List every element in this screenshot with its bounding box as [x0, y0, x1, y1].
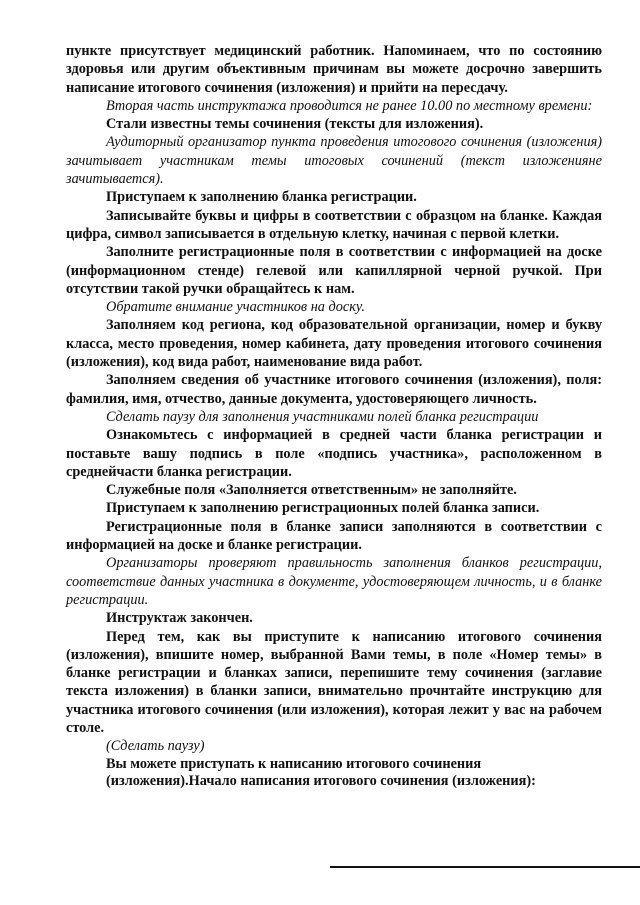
paragraph-medical-worker-note: пункте присутствует медицинский работник. Напоминаем, что по состоянию здоровья или другим объективным причинам вы можете досрочно завершить написание итогового сочинения (изложения) и прийти на пересдачу.	[66, 43, 602, 96]
paragraph-pause-registration: Сделать паузу для заполнения участниками полей бланка регистрации	[106, 408, 539, 425]
paragraph-second-part-time: Вторая часть инструктажа проводится не ранее 10.00 по местному времени:	[106, 97, 593, 114]
paragraph-attention-board: Обратите внимание участников на доску.	[106, 299, 365, 316]
paragraph-start-registration-form: Приступаем к заполнению бланка регистрации.	[106, 189, 417, 206]
paragraph-fill-registration-fields: Заполните регистрационные поля в соответствии с информацией на доске (информационном стенде) гелевой или капиллярной черной ручкой. При отсутствии такой ручки обращайтесь к нам.	[66, 244, 602, 297]
paragraph-fill-participant-info: Заполняем сведения об участнике итогового сочинения (изложения), поля: фамилия, имя, отчество, данные документа, удостоверяющего личность.	[66, 372, 602, 407]
paragraph-briefing-finished: Инструктаж закончен.	[106, 610, 253, 627]
paragraph-write-letters-digits: Записывайте буквы и цифры в соответствии с образцом на бланке. Каждая цифра, символ записывается в отдельную клетку, начиная с первой клетки.	[66, 207, 602, 242]
paragraph-service-fields: Служебные поля «Заполняется ответственным» не заполняйте.	[106, 482, 517, 499]
paragraph-start-answer-form: Приступаем к заполнению регистрационных полей бланка записи.	[106, 500, 540, 517]
paragraph-before-writing: Перед тем, как вы приступите к написанию итогового сочинения (изложения), впишите номер, выбранной Вами темы, в поле «Номер темы» в бланке регистрации и бланках записи, перепишите тему сочинения (заглавие текста изложения) в бланки записи, внимательно прочнтайте инструкцию для участника итогового сочинения (или изложения), которая лежит у вас на рабочем столе.	[66, 628, 602, 736]
bottom-rule-line	[330, 866, 640, 868]
paragraph-answer-form-fields: Регистрационные поля в бланке записи заполняются в соответствии с информацией на доске и бланке регистрации.	[66, 518, 602, 554]
paragraph-topics-known: Стали известны темы сочинения (тексты для изложения).	[106, 116, 484, 133]
paragraph-pause: (Сделать паузу)	[106, 738, 205, 755]
paragraph-organizers-check: Организаторы проверяют правильность заполнения бланков регистрации, соответствие данных участника в документе, удостоверяющем личность, и в бланке регистрации.	[66, 555, 602, 608]
paragraph-sign-form: Ознакомьтесь с информацией в средней части бланка регистрации и поставьте вашу подпись в поле «подпись участника», расположенном в среднейчасти бланка регистрации.	[66, 427, 602, 480]
document-page	[66, 42, 602, 791]
paragraph-may-start: Вы можете приступать к написанию итогового сочинения	[106, 755, 482, 772]
paragraph-start-time: (изложения).Начало написания итогового сочинения (изложения):	[106, 773, 536, 790]
paragraph-organizer-reads-topics: Аудиторный организатор пункта проведения итогового сочинения (изложения) зачитывает участникам темы итоговых сочинений (текст изложениянe зачитывается).	[66, 134, 602, 188]
paragraph-fill-region-code: Заполняем код региона, код образовательной организации, номер и букву класса, место проведения, номер кабинета, дату проведения итогового сочинения (изложения), код вида работ, наименование вида работ.	[66, 317, 602, 371]
